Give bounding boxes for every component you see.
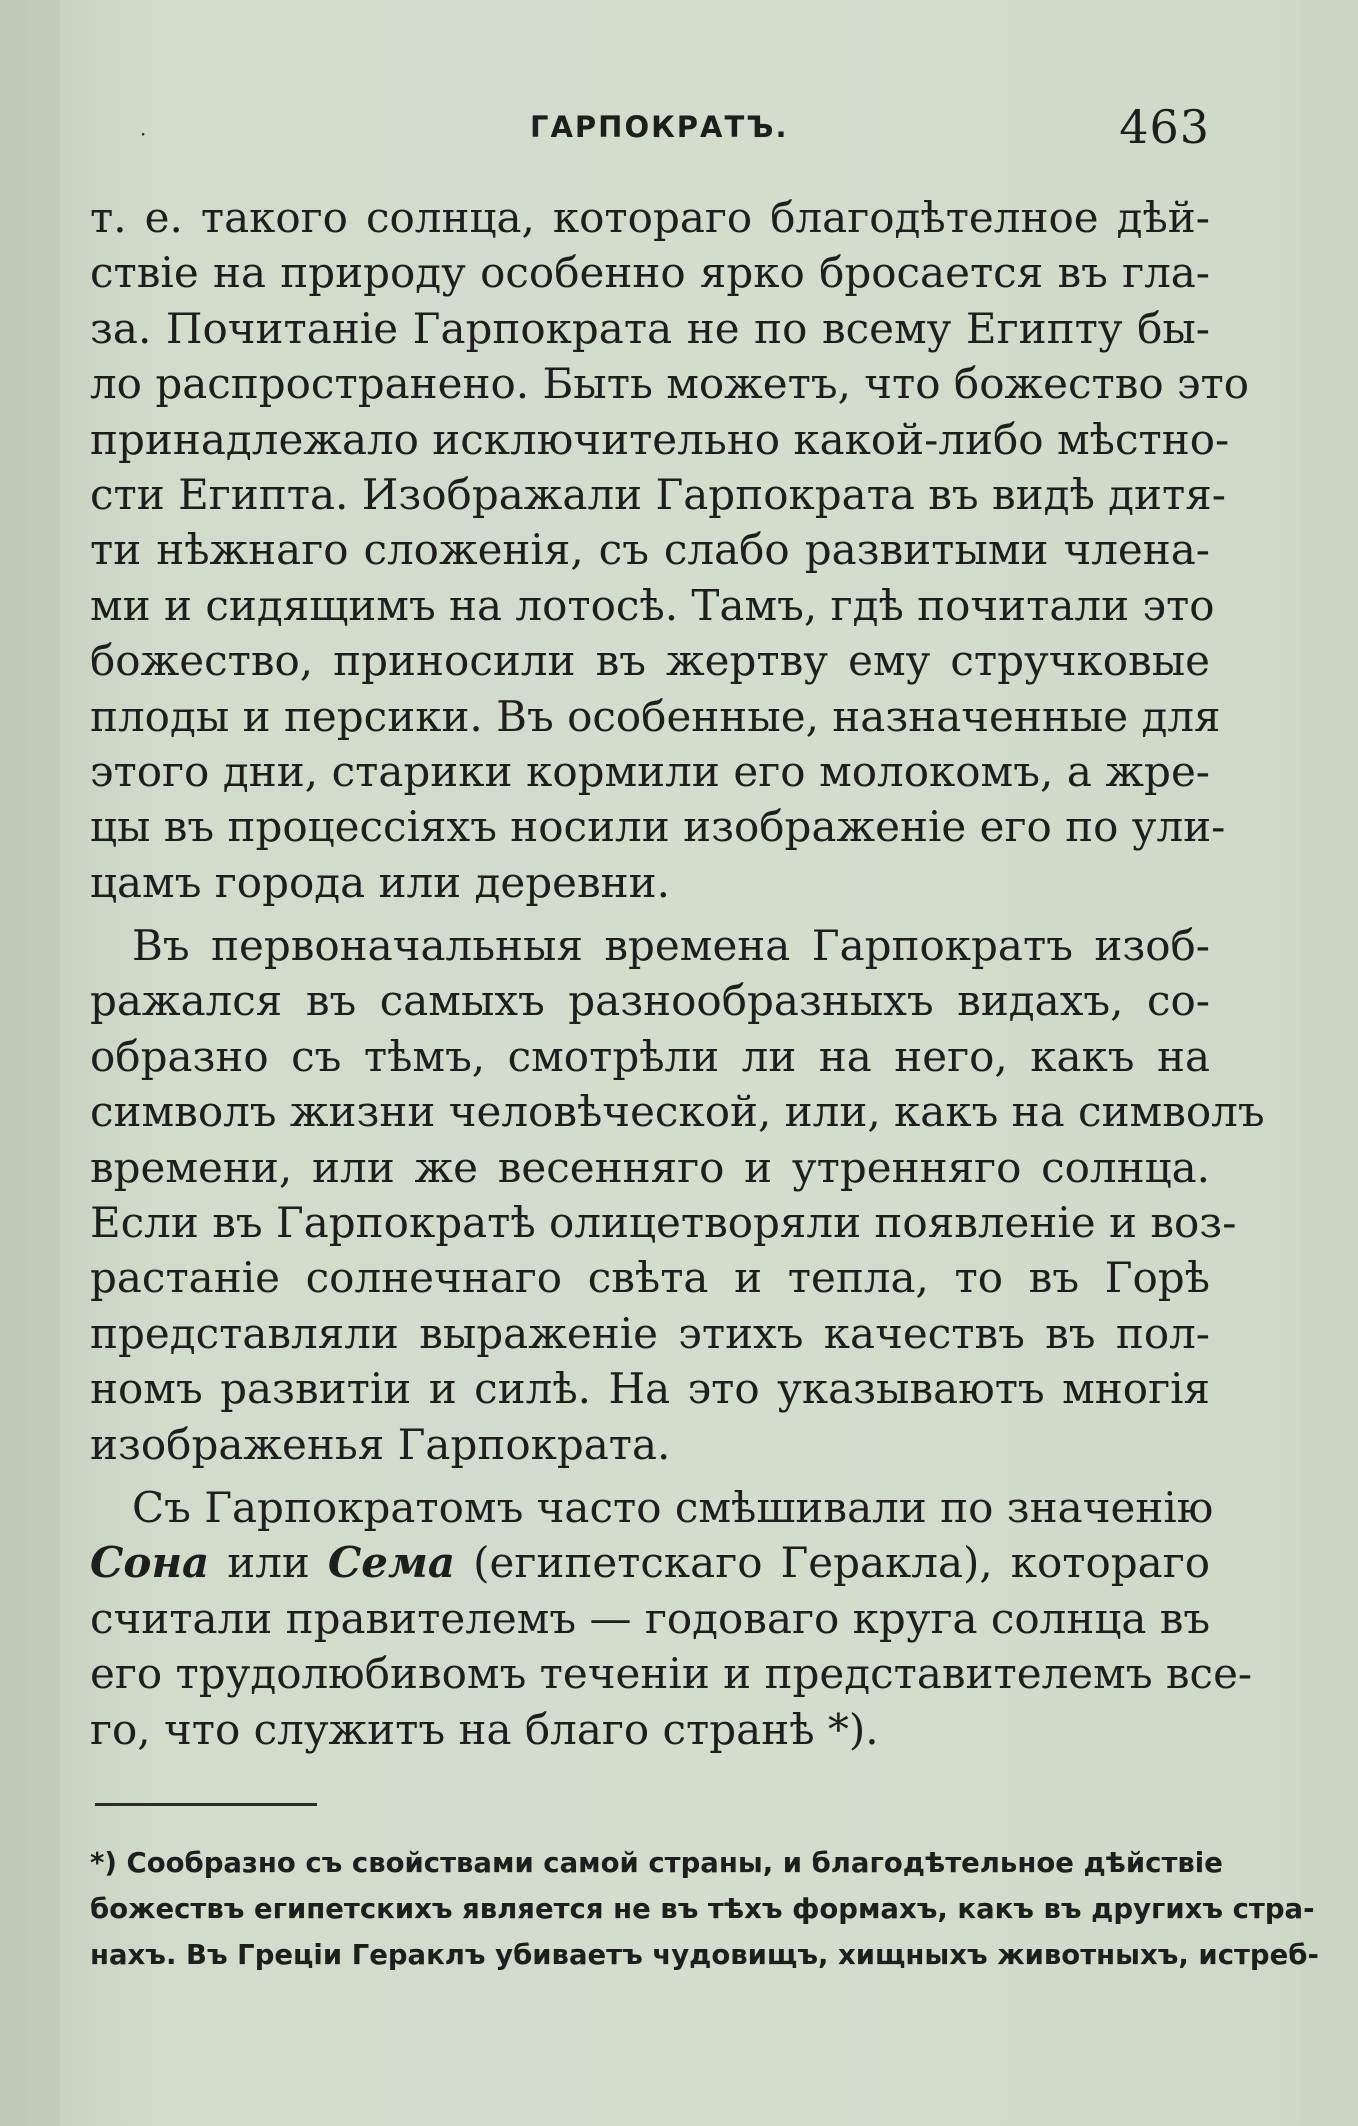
text-line: времени, или же весенняго и утренняго солнца.: [90, 1142, 1210, 1192]
text-line: представляли выраженіе этихъ качествъ въ пол-: [90, 1308, 1210, 1358]
text-line: плоды и персики. Въ особенные, назначенные для: [90, 691, 1221, 741]
page-number: 463: [1119, 100, 1210, 154]
text-line: считали правителемъ — годоваго круга солнца въ: [90, 1593, 1211, 1643]
text-fragment: (египетскаго Геракла), котораго: [455, 1538, 1210, 1588]
text-line: цы въ процессіяхъ носили изображеніе его по ули-: [90, 802, 1226, 852]
text-line: растаніе солнечнаго свѣта и тепла, то въ Горѣ: [90, 1253, 1210, 1303]
footnote: [90, 1840, 1319, 1978]
text-line: ражался въ самыхъ разнообразныхъ видахъ, со-: [90, 976, 1210, 1026]
text-line: го, что служитъ на благо странѣ *).: [90, 1704, 879, 1754]
text-line: его трудолюбивомъ теченіи и представителемъ все-: [90, 1649, 1253, 1699]
running-title: ГАРПОКРАТЪ.: [530, 110, 789, 144]
header-mark: ·: [140, 122, 147, 146]
paragraph-3: [90, 1480, 1253, 1757]
text-line-with-names: [90, 1535, 1210, 1590]
text-line: номъ развитіи и силѣ. На это указываютъ многія: [90, 1364, 1210, 1414]
text-line: т. е. такого солнца, котораго благодѣтелное дѣй-: [90, 193, 1210, 242]
paragraph-2: [90, 918, 1265, 1472]
text-line: принадлежало исключительно какой-либо мѣстно-: [90, 414, 1230, 464]
footnote-divider: [95, 1803, 317, 1806]
text-line: Съ Гарпократомъ часто смѣшивали по значенію: [132, 1482, 1214, 1532]
text-line: ло распространено. Быть можетъ, что божество это: [90, 359, 1250, 409]
text-line: цамъ города или деревни.: [90, 857, 670, 907]
footnote-line: нахъ. Въ Греціи Гераклъ убиваетъ чудовищъ, хищныхъ животныхъ, истреб-: [90, 1939, 1319, 1971]
text-line: образно съ тѣмъ, смотрѣли ли на него, какъ на: [90, 1031, 1210, 1081]
footnote-line: божествъ египетскихъ является не въ тѣхъ формахъ, какъ въ другихъ стра-: [90, 1893, 1315, 1925]
text-line: ми и сидящимъ на лотосѣ. Тамъ, гдѣ почитали это: [90, 580, 1215, 630]
text-line: Въ первоначальныя времена Гарпократъ изоб-: [132, 921, 1210, 971]
text-line: этого дни, старики кормили его молокомъ, а жре-: [90, 746, 1210, 796]
page-header: [90, 100, 1210, 160]
text-line: за. Почитаніе Гарпократа не по всему Египту бы-: [90, 303, 1210, 353]
text-line: Если въ Гарпократѣ олицетворяли появленіе и воз-: [90, 1198, 1237, 1248]
text-line: божество, приносили въ жертву ему стручковые: [90, 636, 1210, 686]
italic-name-sem: Сема: [327, 1538, 456, 1588]
paragraph-1: [90, 190, 1250, 910]
main-text: [90, 190, 1265, 1765]
text-fragment: или: [209, 1538, 328, 1588]
text-line: ствіе на природу особенно ярко бросается въ гла-: [90, 248, 1210, 298]
italic-name-son: Сона: [90, 1538, 210, 1588]
text-line: сти Египта. Изображали Гарпократа въ видѣ дитя-: [90, 469, 1226, 519]
footnote-line: *) Сообразно съ свойствами самой страны, и благодѣтельное дѣйствіе: [90, 1847, 1223, 1879]
text-line: изображенья Гарпократа.: [90, 1419, 671, 1469]
text-line: ти нѣжнаго сложенія, съ слабо развитыми члена-: [90, 525, 1210, 575]
text-line: символъ жизни человѣческой, или, какъ на символъ: [90, 1087, 1265, 1137]
